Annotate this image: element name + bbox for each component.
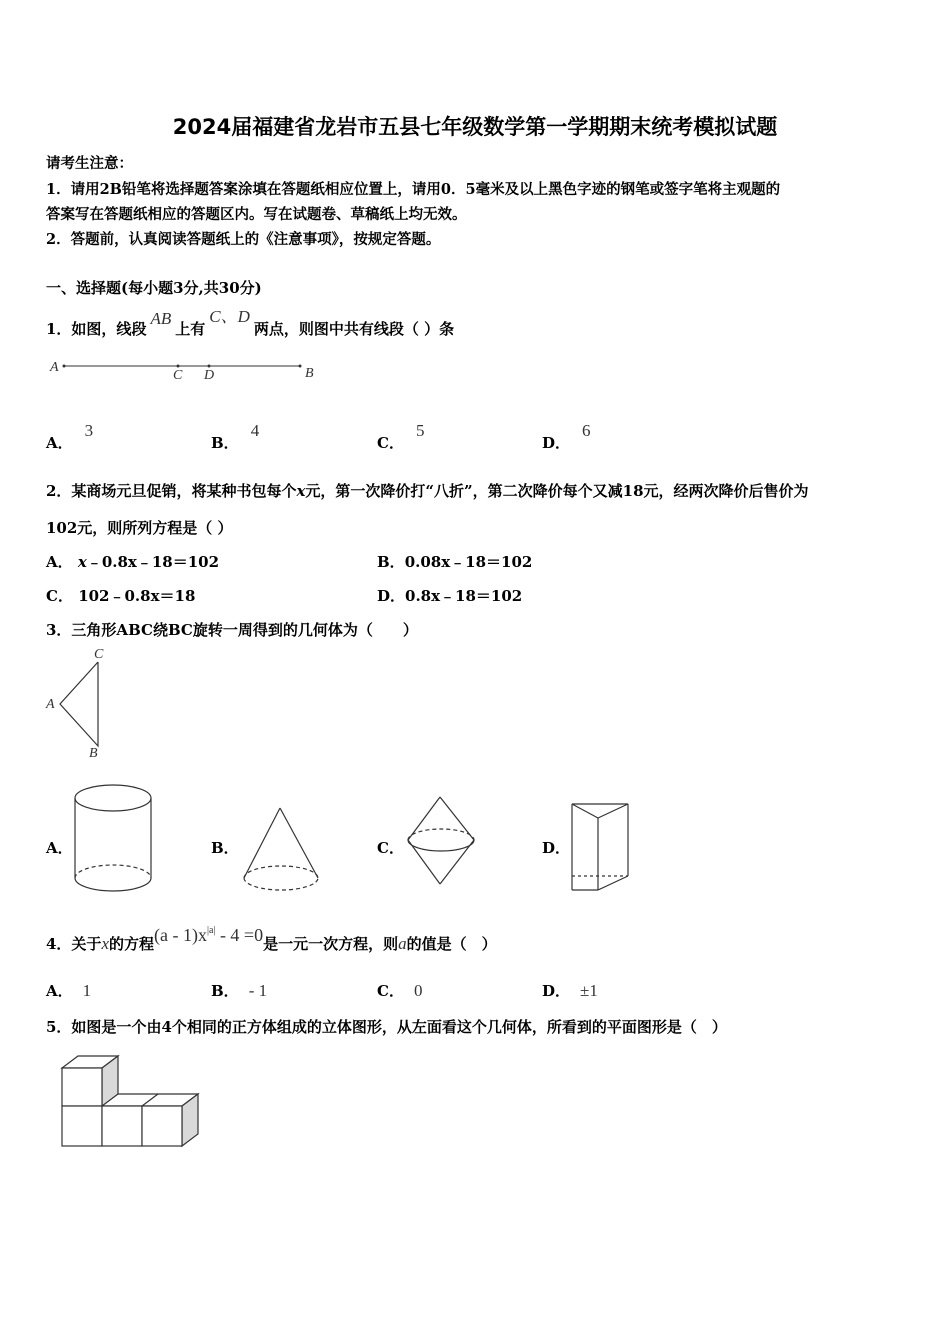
q4-var-x: x bbox=[101, 934, 109, 953]
q4-option-a[interactable]: A． 1 bbox=[46, 981, 92, 1000]
notice-line-1b: 答案写在答题纸相应的答题区内。写在试题卷、草稿纸上均无效。 bbox=[46, 206, 467, 223]
q3-option-c[interactable]: C． bbox=[377, 839, 404, 857]
q3-label-c: C bbox=[94, 647, 104, 662]
question-3: 3．三角形ABC绕BC旋转一周得到的几何体为（ ） bbox=[46, 621, 418, 639]
q3-cylinder-icon bbox=[72, 782, 156, 894]
q1-line-segment-figure bbox=[46, 356, 326, 388]
q5-cube-stack-figure bbox=[58, 1052, 208, 1152]
section-heading: 一、选择题(每小题3分,共30分) bbox=[46, 279, 262, 297]
q1-label-a: A bbox=[50, 360, 59, 375]
q4-option-c[interactable]: C． 0 bbox=[377, 981, 423, 1000]
q1-option-b-value: 4 bbox=[250, 421, 260, 440]
q1-option-c[interactable]: C．5 bbox=[377, 421, 425, 452]
q1-segment-ab: AB bbox=[150, 309, 172, 328]
q4-option-d[interactable]: D． ±1 bbox=[542, 981, 598, 1000]
q4-var-a: a bbox=[398, 934, 407, 953]
q1-points-cd: C、D bbox=[209, 307, 250, 326]
page-title: 2024届福建省龙岩市五县七年级数学第一学期期末统考模拟试题 bbox=[172, 115, 778, 139]
q1-suffix: 两点，则图中共有线段（ ）条 bbox=[253, 320, 455, 338]
question-4: 4．关于x的方程$(a - 1)x^{|a|} - 4 =0$是一元一次方程，则a的值是（ ） bbox=[46, 925, 497, 953]
q3-option-a[interactable]: A． bbox=[46, 839, 73, 857]
q2-option-c[interactable]: C． 102﹣0.8x＝18 bbox=[46, 587, 196, 605]
q3-double-cone-icon bbox=[404, 794, 480, 890]
q1-option-b[interactable]: B．4 bbox=[211, 421, 260, 452]
notice-line-1a: 1．请用2B铅笔将选择题答案涂填在答题纸相应位置上，请用0．5毫米及以上黑色字迹的钢笔或签字笔将主观题的 bbox=[46, 181, 781, 198]
question-2-line-1: 2．某商场元旦促销，将某种书包每个x元，第一次降价打“八折”，第二次降价每个又减18元，经两次降价后售价为 bbox=[46, 482, 809, 500]
q3-label-b: B bbox=[89, 746, 98, 761]
q3-triangular-prism-icon bbox=[568, 800, 634, 896]
q1-option-d-value: 6 bbox=[582, 421, 591, 440]
q1-option-d[interactable]: D．6 bbox=[542, 421, 591, 452]
question-5: 5．如图是一个由4个相同的正方体组成的立体图形，从左面看这个几何体，所看到的平面图形是（ ） bbox=[46, 1018, 727, 1036]
q3-label-a: A bbox=[46, 697, 55, 712]
q2-option-b[interactable]: B．0.08x﹣18＝102 bbox=[377, 553, 533, 571]
q3-option-b[interactable]: B． bbox=[211, 839, 239, 857]
question-2-line-2: 102元，则所列方程是（ ） bbox=[46, 519, 233, 537]
q3-cone-icon bbox=[240, 804, 324, 896]
notice-header: 请考生注意： bbox=[46, 155, 133, 172]
q3-triangle-figure bbox=[46, 648, 126, 768]
q1-prefix: 1．如图，线段 bbox=[46, 320, 147, 338]
question-1 bbox=[46, 307, 455, 339]
q1-label-c: C bbox=[173, 368, 183, 383]
q4-equation: $(a - 1)x^{|a|} - 4 =0$ bbox=[154, 925, 264, 945]
q2-option-d[interactable]: D．0.8x﹣18＝102 bbox=[377, 587, 523, 605]
q3-option-d[interactable]: D． bbox=[542, 839, 571, 857]
q1-option-a-value: 3 bbox=[84, 421, 94, 440]
q1-label-b: B bbox=[305, 366, 314, 381]
q1-option-a[interactable]: A．3 bbox=[46, 421, 94, 452]
q4-option-b[interactable]: B． - 1 bbox=[211, 981, 268, 1000]
notice-line-2: 2．答题前，认真阅读答题纸上的《注意事项》，按规定答题。 bbox=[46, 231, 441, 248]
q1-option-c-value: 5 bbox=[415, 421, 425, 440]
q1-label-d: D bbox=[204, 368, 215, 383]
q1-mid: 上有 bbox=[175, 320, 206, 338]
q2-option-a[interactable]: A． x﹣0.8x﹣18＝102 bbox=[46, 553, 220, 571]
